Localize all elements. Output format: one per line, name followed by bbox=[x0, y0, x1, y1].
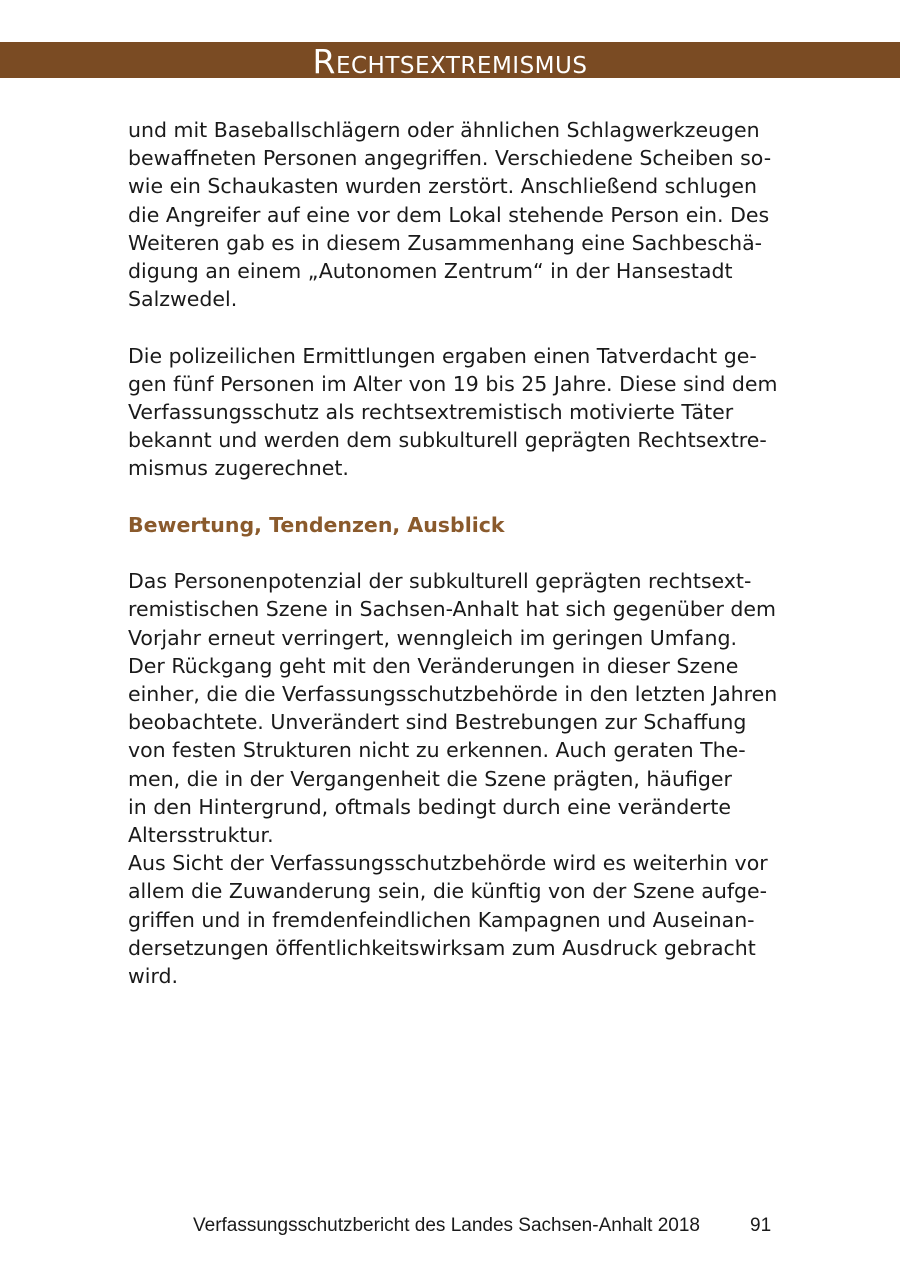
text-line: einher, die die Verfassungsschutzbehörde in den letzten Jahren bbox=[128, 682, 778, 707]
text-line: Vorjahr erneut verringert, wenngleich im geringen Umfang. bbox=[128, 625, 737, 650]
text-line: allem die Zuwanderung sein, die künftig von der Szene aufge- bbox=[128, 879, 768, 904]
text-line: remistischen Szene in Sachsen-Anhalt hat sich gegenüber dem bbox=[128, 597, 777, 622]
text-line: Verfassungsschutz als rechtsextremistisch motivierte Täter bbox=[128, 400, 734, 425]
text-line: Salzwedel. bbox=[128, 287, 238, 312]
text-line: die Angreifer auf eine vor dem Lokal stehende Person ein. Des bbox=[128, 202, 770, 227]
paragraph-gap bbox=[128, 483, 773, 511]
paragraph-gap bbox=[128, 313, 773, 341]
paragraph-outlook bbox=[128, 849, 773, 990]
page-number: 91 bbox=[750, 1215, 772, 1236]
header-bar bbox=[0, 42, 900, 81]
page-content bbox=[128, 116, 778, 990]
paragraph-investigation bbox=[128, 342, 778, 483]
text-line: Das Personenpotenzial der subkulturell geprägten rechtsext- bbox=[128, 569, 752, 594]
text-line: bekannt und werden dem subkulturell geprägten Rechtsextre- bbox=[128, 428, 767, 453]
text-line: men, die in der Vergangenheit die Szene prägten, häufiger bbox=[128, 766, 732, 791]
paragraph-assessment bbox=[128, 567, 778, 849]
text-line: Aus Sicht der Verfassungsschutzbehörde wird es weiterhin vor bbox=[128, 851, 768, 876]
text-line: Altersstruktur. bbox=[128, 823, 274, 848]
text-line: griffen und in fremdenfeindlichen Kampagnen und Auseinan- bbox=[128, 907, 755, 932]
text-line: Weiteren gab es in diesem Zusammenhang eine Sachbeschä- bbox=[128, 230, 763, 255]
footer-report-title: Verfassungsschutzbericht des Landes Sachsen-Anhalt 2018 bbox=[193, 1215, 700, 1236]
paragraph-gap bbox=[128, 539, 773, 567]
text-line: wird. bbox=[128, 964, 179, 989]
text-line: bewaffneten Personen angegriffen. Verschiedene Scheiben so- bbox=[128, 146, 772, 171]
text-line: wie ein Schaukasten wurden zerstört. Anschließend schlugen bbox=[128, 174, 757, 199]
header-title: Rechtsextremismus bbox=[312, 42, 588, 81]
text-line: und mit Baseballschlägern oder ähnlichen Schlagwerkzeugen bbox=[128, 118, 760, 142]
text-line: beobachtete. Unverändert sind Bestrebungen zur Schaffung bbox=[128, 710, 747, 735]
section-heading: Bewertung, Tendenzen, Ausblick bbox=[128, 512, 505, 537]
text-line: in den Hintergrund, oftmals bedingt durch eine veränderte bbox=[128, 794, 732, 819]
text-line: Die polizeilichen Ermittlungen ergaben einen Tatverdacht ge- bbox=[128, 343, 757, 368]
text-line: gen fünf Personen im Alter von 19 bis 25 Jahre. Diese sind dem bbox=[128, 371, 778, 396]
paragraph-incident-continuation bbox=[128, 116, 773, 313]
text-line: Der Rückgang geht mit den Veränderungen in dieser Szene bbox=[128, 653, 739, 678]
text-line: mismus zugerechnet. bbox=[128, 456, 349, 481]
text-line: digung an einem „Autonomen Zentrum“ in der Hansestadt bbox=[128, 259, 733, 284]
text-line: dersetzungen öffentlichkeitswirksam zum Ausdruck gebracht bbox=[128, 935, 756, 960]
text-line: von festen Strukturen nicht zu erkennen. Auch geraten The- bbox=[128, 738, 746, 763]
